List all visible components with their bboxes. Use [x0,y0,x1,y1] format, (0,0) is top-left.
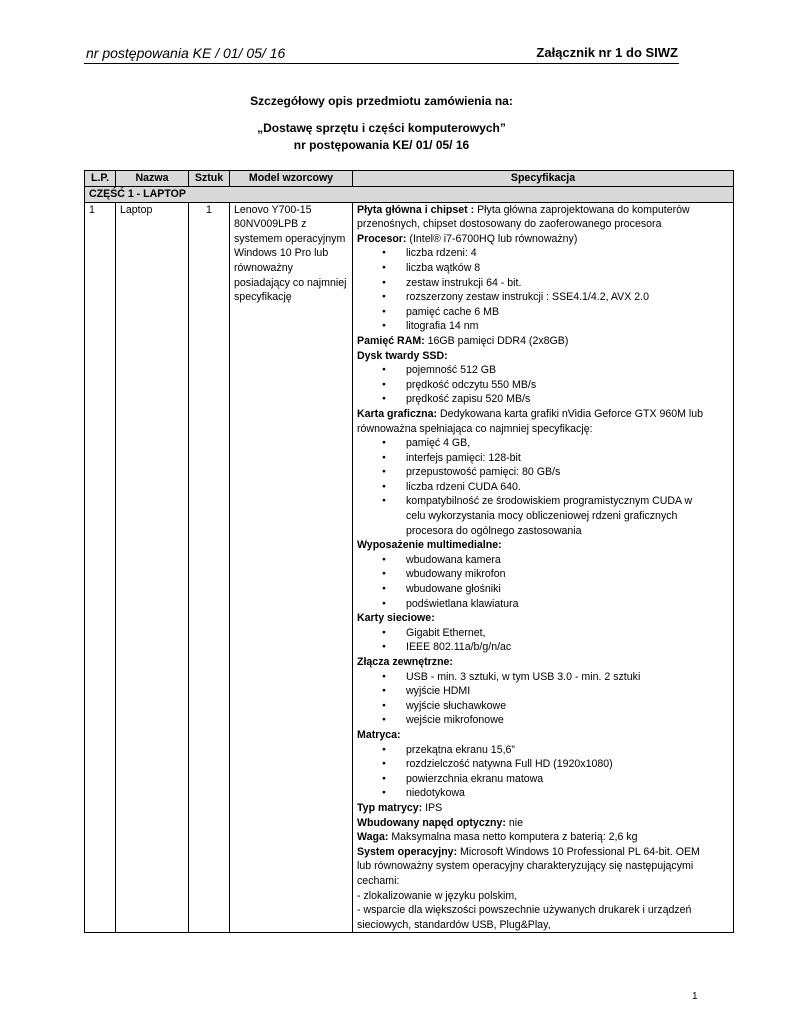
spec-line: równoważna spełniająca co najmniej specyfikację: [357,422,593,435]
header-divider [84,63,679,64]
cell-sztuk: 1 [189,202,230,933]
header-model: Model wzorcowy [230,171,353,187]
list-item: ● wbudowany mikrofon [357,567,729,582]
list-item: ● pamięć cache 6 MB [357,305,729,320]
spec-text: Maksymalna masa netto komputera z baterią: 2,6 kg [388,831,638,844]
list-item: ● przepustowość pamięci: 80 GB/s [357,465,729,480]
list-item: ● wyjście HDMI [357,684,729,699]
table-header-row [85,171,734,187]
spec-label: Waga: [357,831,389,844]
list-item: ● rozszerzony zestaw instrukcji : SSE4.1/4.2, AVX 2.0 [357,290,729,305]
spec-waga [357,830,729,845]
spec-line: procesora do ogólnego zastosowania [406,524,582,537]
model-line: specyfikację [234,291,292,304]
list-item: ● IEEE 802.11a/b/g/n/ac [357,640,729,655]
spec-multi-label: Wyposażenie multimedialne: [357,539,502,552]
spec-zlacza-label: Złącza zewnętrzne: [357,656,453,668]
list-item: ● prędkość zapisu 520 MB/s [357,392,729,407]
cell-nazwa: Laptop [116,202,189,933]
karta-list [357,436,729,509]
procesor-list [357,246,729,334]
document-subject: „Dostawę sprzętu i części komputerowych” [257,121,506,135]
spec-label: Typ matrycy: [357,801,423,814]
zlacza-list [357,670,729,728]
attachment-header: Załącznik nr 1 do SIWZ [536,45,678,60]
spec-typ [357,801,729,816]
list-item: ● Gigabit Ethernet, [357,626,729,641]
table-row [85,202,734,933]
spec-plyta [357,203,729,218]
header-lp: L.P. [85,171,116,187]
spec-label: Pamięć RAM: [357,334,425,347]
spec-label: Płyta główna i chipset : [357,203,475,216]
model-line: równoważny [234,261,293,274]
spec-text: Microsoft Windows 10 Professional PL 64-bit. OEM [457,845,700,858]
spec-line: sieciowych, standardów USB, Plug&Play, [357,918,551,931]
spec-label: Wbudowany napęd optyczny: [357,816,506,829]
model-line: Windows 10 Pro lub [234,247,329,260]
list-item: ● niedotykowa [357,786,729,801]
spec-sieci-label: Karty sieciowe: [357,612,435,625]
specification-table [84,170,734,933]
model-line: systemem operacyjnym [234,232,346,245]
cell-model [230,202,353,933]
list-item: ● powierzchnia ekranu matowa [357,772,729,787]
list-item: ● pojemność 512 GB [357,363,729,378]
spec-procesor [357,232,729,247]
spec-text: (Intel® i7-6700HQ lub równoważny) [406,232,578,245]
matryca-list [357,743,729,801]
spec-line: cechami: [357,874,400,887]
spec-matryca-label: Matryca: [357,728,401,741]
spec-label: System operacyjny: [357,845,458,858]
spec-system [357,845,729,860]
list-item: ● podświetlana klawiatura [357,597,729,612]
procedure-number-header: nr postępowania KE / 01/ 05/ 16 [86,45,286,61]
document-title: Szczegółowy opis przedmiotu zamówienia na: [250,94,513,108]
dysk-list [357,363,729,407]
list-item: ● zestaw instrukcji 64 - bit. [357,276,729,291]
list-item: ● prędkość odczytu 550 MB/s [357,378,729,393]
spec-text: Płyta główna zaprojektowana do komputerów [474,203,690,216]
section-title: CZĘŚĆ 1 - LAPTOP [85,187,734,203]
list-item: ● pamięć 4 GB, [357,436,729,451]
spec-line: - wsparcie dla większości powszechnie używanych drukarek i urządzeń [357,904,692,917]
list-item: ● litografia 14 nm [357,319,729,334]
model-line: 80NV009LPB z [234,218,307,231]
list-item: ● USB - min. 3 sztuki, w tym USB 3.0 - min. 2 sztuki [357,670,729,685]
section-row [85,187,734,203]
header-nazwa: Nazwa [116,171,189,187]
spec-text: nie [505,816,523,829]
document-procedure-number: nr postępowania KE/ 01/ 05/ 16 [293,138,470,152]
model-line: Lenovo Y700-15 [234,203,312,216]
spec-dysk-label: Dysk twardy SSD: [357,349,448,362]
list-item: ● liczba rdzeni CUDA 640. [357,480,729,495]
list-item: ● interfejs pamięci: 128-bit [357,451,729,466]
list-item: ● wbudowana kamera [357,553,729,568]
list-item: ● rozdzielczość natywna Full HD (1920x1080) [357,757,729,772]
spec-karta [357,407,729,422]
spec-line: - zlokalizowanie w języku polskim, [357,889,518,902]
list-item: ● przekątna ekranu 15,6” [357,743,729,758]
spec-ram [357,334,729,349]
spec-text: Dedykowana karta grafiki nVidia Geforce GTX 960M lub [437,407,704,420]
header-specyfikacja: Specyfikacja [353,171,734,187]
list-item: ● kompatybilność ze środowiskiem programistycznym CUDA w [357,494,729,509]
spec-line: przenośnych, chipset dostosowany do zaoferowanego procesora [357,218,662,231]
header-sztuk: Sztuk [189,171,230,187]
list-item: ● liczba rdzeni: 4 [357,246,729,261]
page-number: 1 [692,991,698,1002]
list-item: ● wejście mikrofonowe [357,713,729,728]
spec-text: IPS [422,801,443,814]
multi-list [357,553,729,611]
cell-lp: 1 [85,202,116,933]
cell-specyfikacja [353,202,734,933]
spec-line: lub równoważny system operacyjny charakteryzujący się następującymi [357,860,694,873]
spec-label: Karta graficzna: [357,407,438,420]
list-item: ● wyjście słuchawkowe [357,699,729,714]
spec-line: celu wykorzystania mocy obliczeniowej rdzeni graficznych [406,510,678,523]
spec-label: Procesor: [357,232,407,245]
model-line: posiadający co najmniej [234,276,347,289]
spec-naped [357,816,729,831]
spec-text: 16GB pamięci DDR4 (2x8GB) [424,334,569,347]
list-item: ● wbudowane głośniki [357,582,729,597]
list-item: ● liczba wątków 8 [357,261,729,276]
sieci-list [357,626,729,655]
